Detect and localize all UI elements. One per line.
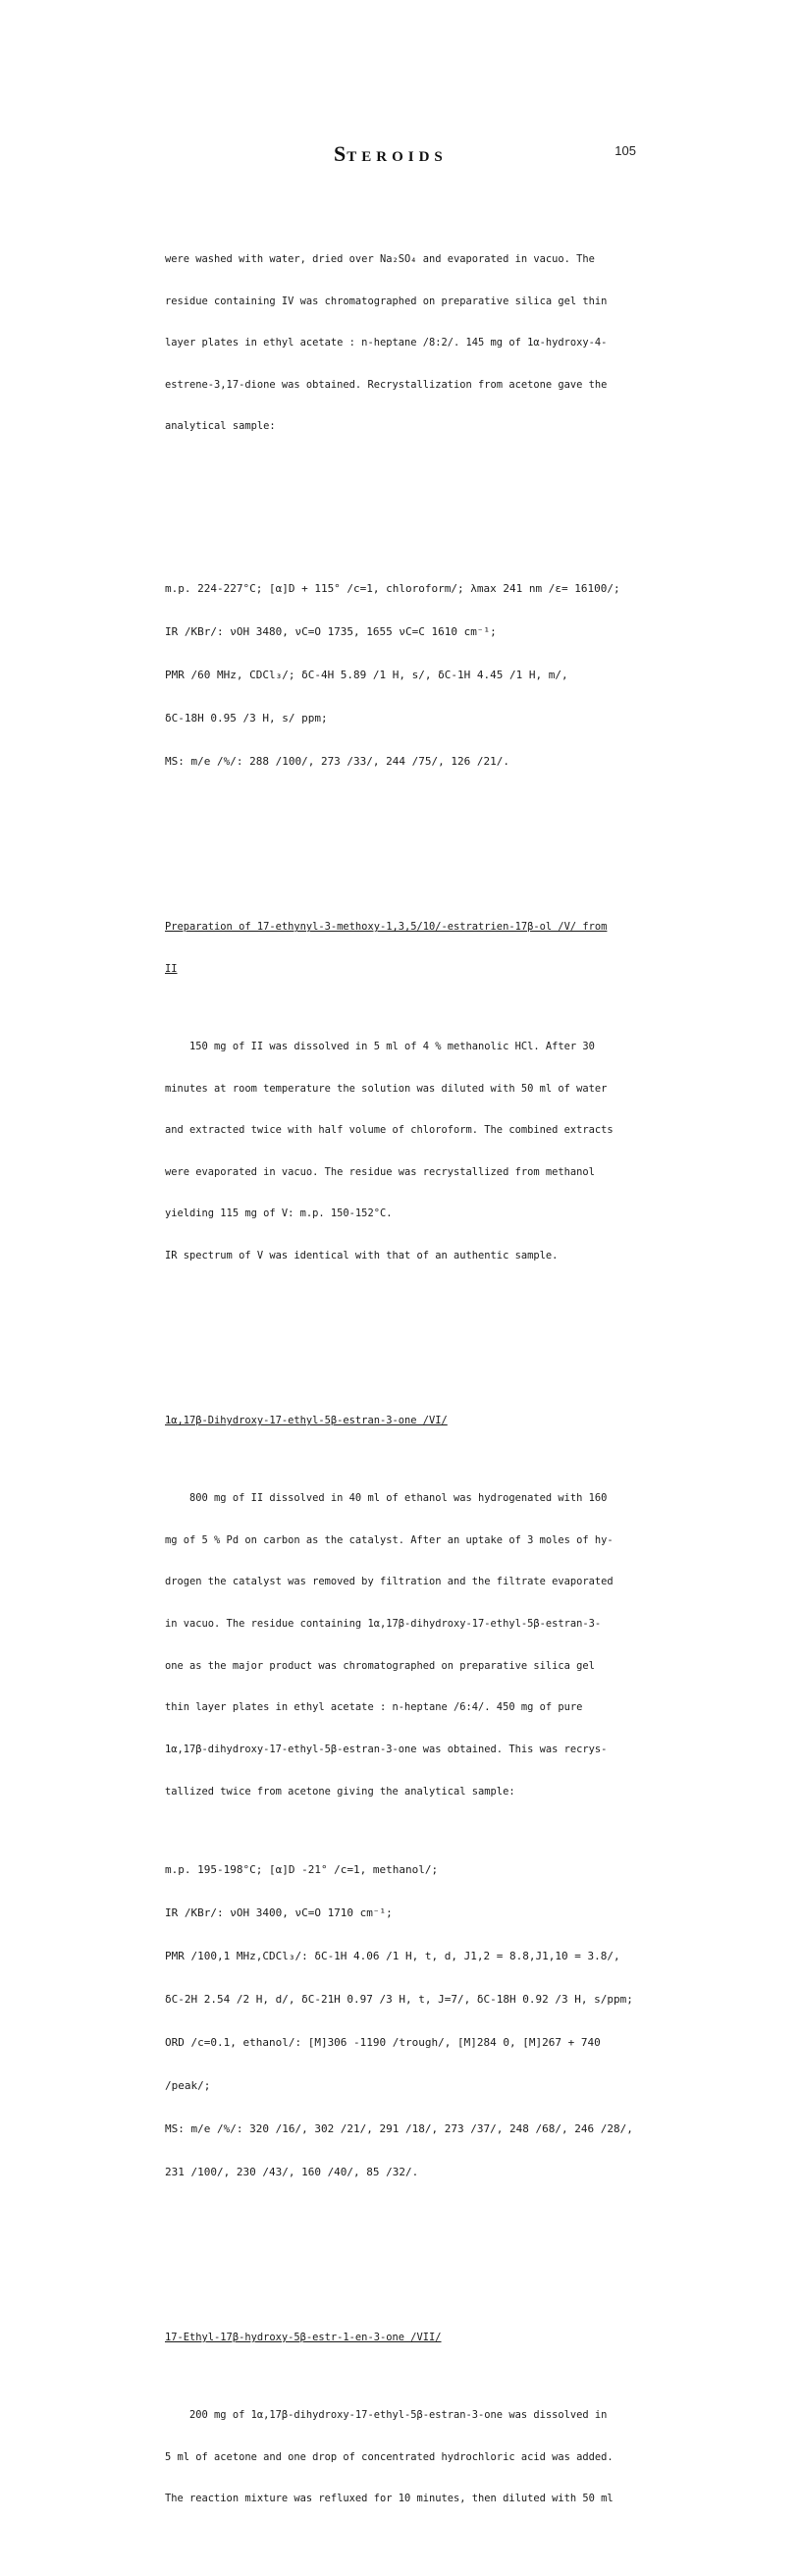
text-line: minutes at room temperature the solution was diluted with 50 ml of water: [165, 1082, 608, 1095]
data-line: IR /KBr/: νOH 3480, νC=O 1735, 1655 νC=C 1610 cm⁻¹;: [165, 624, 497, 638]
text-line: in vacuo. The residue containing 1α,17β-dihydroxy-17-ethyl-5β-estran-3-: [165, 1618, 602, 1631]
text-line: analytical sample:: [165, 420, 276, 433]
text-line: 1α,17β-dihydroxy-17-ethyl-5β-estran-3-one was obtained. This was recrys-: [165, 1743, 608, 1755]
data-line: ORD /c=0.1, ethanol/: [M]306 -1190 /trough/, [M]284 0, [M]267 + 740: [165, 2035, 601, 2049]
text-line: 150 mg of II was dissolved in 5 ml of 4 % methanolic HCl. After 30: [165, 1040, 595, 1052]
text-line: one as the major product was chromatographed on preparative silica gel: [165, 1659, 595, 1672]
text-line: and extracted twice with half volume of chloroform. The combined extracts: [165, 1124, 614, 1137]
journal-name-initial: S: [334, 141, 347, 166]
data-line: δC-2H 2.54 /2 H, d/, δC-21H 0.97 /3 H, t, J=7/, δC-18H 0.92 /3 H, s/ppm;: [165, 1992, 633, 2006]
data-line: m.p. 224-227°C; [α]D + 115° /c=1, chloroform/; λmax 241 nm /ε= 16100/;: [165, 581, 620, 595]
text-line: tallized twice from acetone giving the analytical sample:: [165, 1785, 515, 1798]
data-line: δC-18H 0.95 /3 H, s/ ppm;: [165, 711, 328, 724]
text-line: yielding 115 mg of V: m.p. 150-152°C.: [165, 1208, 393, 1220]
data-line: MS: m/e /%/: 288 /100/, 273 /33/, 244 /75/, 126 /21/.: [165, 754, 509, 768]
text-line: 800 mg of II dissolved in 40 ml of ethanol was hydrogenated with 160: [165, 1492, 608, 1505]
journal-name: [334, 141, 448, 167]
page-number: 105: [614, 143, 636, 158]
article-body: [165, 183, 640, 2576]
data-line: PMR /100,1 MHz,CDCl₃/: δC-1H 4.06 /1 H, t, d, J1,2 = 8.8,J1,10 = 3.8/,: [165, 1949, 620, 1962]
journal-name-rest: TEROIDS: [347, 149, 448, 165]
section-heading: 1α,17β-Dihydroxy-17-ethyl-5β-estran-3-one /VI/: [165, 1415, 448, 1427]
section-heading: 17-Ethyl-17β-hydroxy-5β-estr-1-en-3-one /VII/: [165, 2332, 442, 2344]
text-line: residue containing IV was chromatographed on preparative silica gel thin: [165, 295, 608, 307]
intro-paragraph: [165, 225, 640, 461]
section-heading: II: [165, 962, 178, 975]
text-line: drogen the catalyst was removed by filtration and the filtrate evaporated: [165, 1576, 614, 1588]
data-line: 231 /100/, 230 /43/, 160 /40/, 85 /32/.: [165, 2165, 419, 2178]
text-line: were evaporated in vacuo. The residue was recrystallized from methanol: [165, 1165, 595, 1178]
text-line: estrene-3,17-dione was obtained. Recrystallization from acetone gave the: [165, 378, 608, 391]
running-header: [165, 141, 638, 166]
text-line: 5 ml of acetone and one drop of concentrated hydrochloric acid was added.: [165, 2450, 614, 2463]
section-compound-v: [165, 892, 640, 1291]
text-line: 200 mg of 1α,17β-dihydroxy-17-ethyl-5β-estran-3-one was dissolved in: [165, 2409, 608, 2422]
section-heading: Preparation of 17-ethynyl-3-methoxy-1,3,5/10/-estratrien-17β-ol /V/ from: [165, 921, 608, 934]
data-line: IR /KBr/: νOH 3400, νC=O 1710 cm⁻¹;: [165, 1905, 393, 1919]
text-line: layer plates in ethyl acetate : n-heptane /8:2/. 145 mg of 1α-hydroxy-4-: [165, 337, 608, 349]
text-line: IR spectrum of V was identical with that of an authentic sample.: [165, 1249, 559, 1261]
analytical-data-block: [165, 553, 640, 796]
data-line: /peak/;: [165, 2078, 211, 2092]
text-line: thin layer plates in ethyl acetate : n-heptane /6:4/. 450 mg of pure: [165, 1701, 583, 1714]
data-line: PMR /60 MHz, CDCl₃/; δC-4H 5.89 /1 H, s/, δC-1H 4.45 /1 H, m/,: [165, 668, 568, 681]
text-line: were washed with water, dried over Na₂SO₄ and evaporated in vacuo. The: [165, 253, 595, 266]
section-compound-vi: [165, 1386, 640, 2208]
data-line: m.p. 195-198°C; [α]D -21° /c=1, methanol/;: [165, 1862, 439, 1876]
text-line: mg of 5 % Pd on carbon as the catalyst. After an uptake of 3 moles of hy-: [165, 1533, 614, 1546]
text-line: The reaction mixture was refluxed for 10 minutes, then diluted with 50 ml: [165, 2493, 614, 2505]
section-compound-vii: [165, 2303, 640, 2534]
data-line: MS: m/e /%/: 320 /16/, 302 /21/, 291 /18/, 273 /37/, 248 /68/, 246 /28/,: [165, 2121, 633, 2135]
